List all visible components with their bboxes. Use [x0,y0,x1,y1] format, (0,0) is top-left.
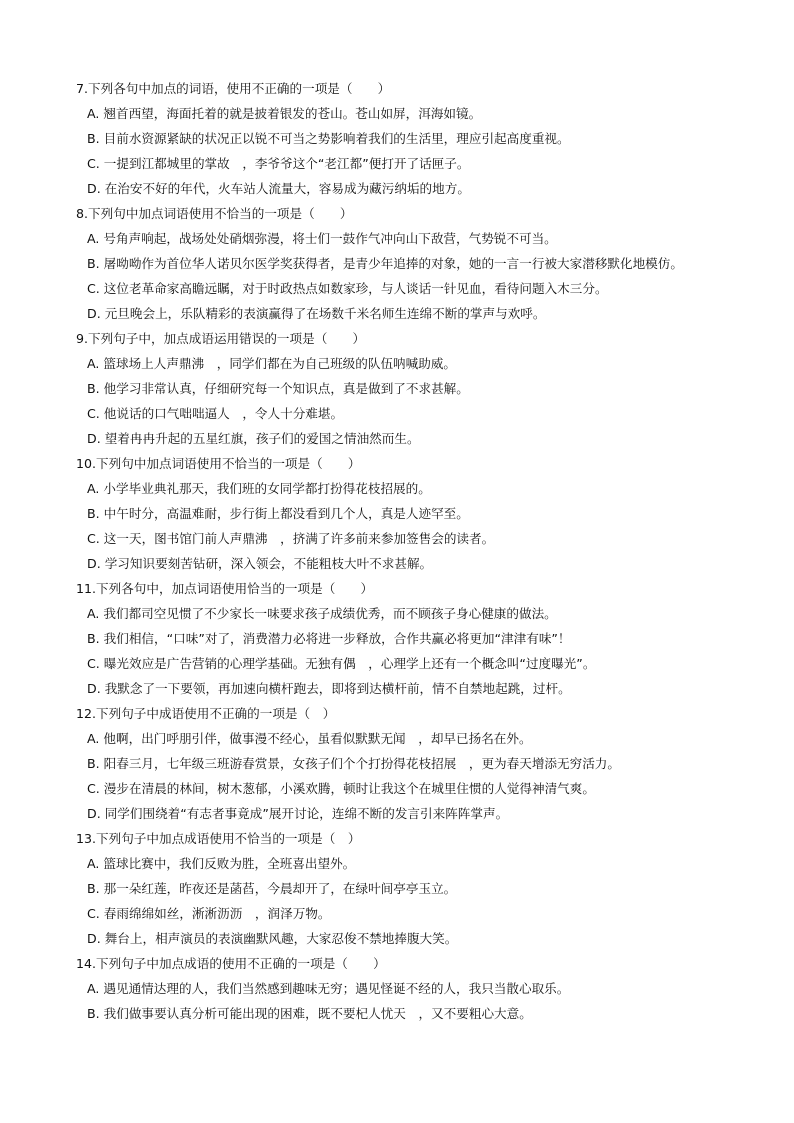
question-stem: 8.下列句中加点词语使用不恰当的一项是（ ） [76,206,353,221]
question-stem: 11.下列各句中，加点词语使用恰当的一项是（ ） [76,581,374,596]
option-b: B. 中午时分，高温难耐，步行街上都没看到几个人，真是人迹罕至。 [87,506,469,521]
option-d: D. 望着冉冉升起的五星红旗，孩子们的爱国之情油然而生。 [87,431,420,446]
option-a: A. 遇见通情达理的人，我们当然感到趣味无穷；遇见怪诞不经的人，我只当散心取乐。 [87,981,570,996]
option-a: A. 我们都司空见惯了不少家长一味要求孩子成绩优秀，而不顾孩子身心健康的做法。 [87,606,557,621]
option-b: B. 我们相信，“口味”对了，消费潜力必将进一步释放，合作共赢必将更加“津津有味”！ [87,631,571,646]
question-13 [76,826,736,951]
option-c: C. 春雨绵绵如丝，淅淅沥沥 ，润泽万物。 [87,906,331,921]
question-stem: 12.下列句子中成语使用不正确的一项是（ ） [76,706,336,721]
question-list [76,76,736,1026]
option-c: C. 一提到江都城里的掌故 ，李爷爷这个“老江都”便打开了话匣子。 [87,156,470,171]
question-11 [76,576,736,701]
option-c: C. 漫步在清晨的林间，树木葱郁，小溪欢腾，顿时让我这个在城里住惯的人觉得神清气爽。 [87,781,595,796]
question-stem: 10.下列句中加点词语使用不恰当的一项是（ ） [76,456,361,471]
option-a: A. 翘首西望，海面托着的就是披着银发的苍山。苍山如屏，洱海如镜。 [87,106,482,121]
option-b: B. 屠呦呦作为首位华人诺贝尔医学奖获得者，是青少年追捧的对象，她的一言一行被大家潜移默化地模仿。 [87,256,683,271]
question-14 [76,951,736,1026]
option-b: B. 我们做事要认真分析可能出现的困难，既不要杞人忧天 ，又不要粗心大意。 [87,1006,532,1021]
option-d: D. 在治安不好的年代，火车站人流量大，容易成为藏污纳垢的地方。 [87,181,470,196]
option-d: D. 元旦晚会上，乐队精彩的表演赢得了在场数千米名师生连绵不断的掌声与欢呼。 [87,306,546,321]
question-8 [76,201,736,326]
option-a: A. 他啊，出门呼朋引伴，做事漫不经心，虽看似默默无闻 ，却早已扬名在外。 [87,731,532,746]
option-d: D. 同学们围绕着“有志者事竟成”展开讨论，连绵不断的发言引来阵阵掌声。 [87,806,509,821]
option-d: D. 我默念了一下要领，再加速向横杆跑去，即将到达横杆前，情不自禁地起跳，过杆。 [87,681,571,696]
question-stem: 14.下列句子中加点成语的使用不正确的一项是（ ） [76,956,386,971]
option-a: A. 号角声响起，战场处处硝烟弥漫，将士们一鼓作气冲向山下敌营，气势锐不可当。 [87,231,557,246]
question-stem: 7.下列各句中加点的词语，使用不正确的一项是（ ） [76,81,391,96]
option-c: C. 这位老革命家高瞻远瞩，对于时政热点如数家珍，与人谈话一针见血，看待问题入木三分。 [87,281,608,296]
option-c: C. 他说话的口气咄咄逼人 ，令人十分难堪。 [87,406,344,421]
option-d: D. 学习知识要刻苦钻研，深入领会，不能粗枝大叶不求甚解。 [87,556,433,571]
option-a: A. 篮球场上人声鼎沸 ，同学们都在为自己班级的队伍呐喊助威。 [87,356,457,371]
option-b: B. 他学习非常认真，仔细研究每一个知识点，真是做到了不求甚解。 [87,381,469,396]
option-d: D. 舞台上，相声演员的表演幽默风趣，大家忍俊不禁地捧腹大笑。 [87,931,458,946]
option-c: C. 曝光效应是广告营销的心理学基础。无独有偶 ，心理学上还有一个概念叫“过度曝光”。 [87,656,596,671]
option-b: B. 那一朵红莲，昨夜还是菡萏，今晨却开了，在绿叶间亭亭玉立。 [87,881,457,896]
option-a: A. 篮球比赛中，我们反败为胜，全班喜出望外。 [87,856,356,871]
option-c: C. 这一天，图书馆门前人声鼎沸 ，挤满了许多前来参加签售会的读者。 [87,531,495,546]
question-stem: 13.下列句子中加点成语使用不恰当的一项是（ ） [76,831,361,846]
question-12 [76,701,736,826]
option-a: A. 小学毕业典礼那天，我们班的女同学都打扮得花枝招展的。 [87,481,431,496]
option-b: B. 目前水资源紧缺的状况正以锐不可当之势影响着我们的生活里，理应引起高度重视。 [87,131,570,146]
question-9 [76,326,736,451]
question-7 [76,76,736,201]
question-10 [76,451,736,576]
option-b: B. 阳春三月，七年级三班游春赏景，女孩子们个个打扮得花枝招展 ，更为春天增添无穷活力。 [87,756,620,771]
question-stem: 9.下列句子中，加点成语运用错误的一项是（ ） [76,331,366,346]
